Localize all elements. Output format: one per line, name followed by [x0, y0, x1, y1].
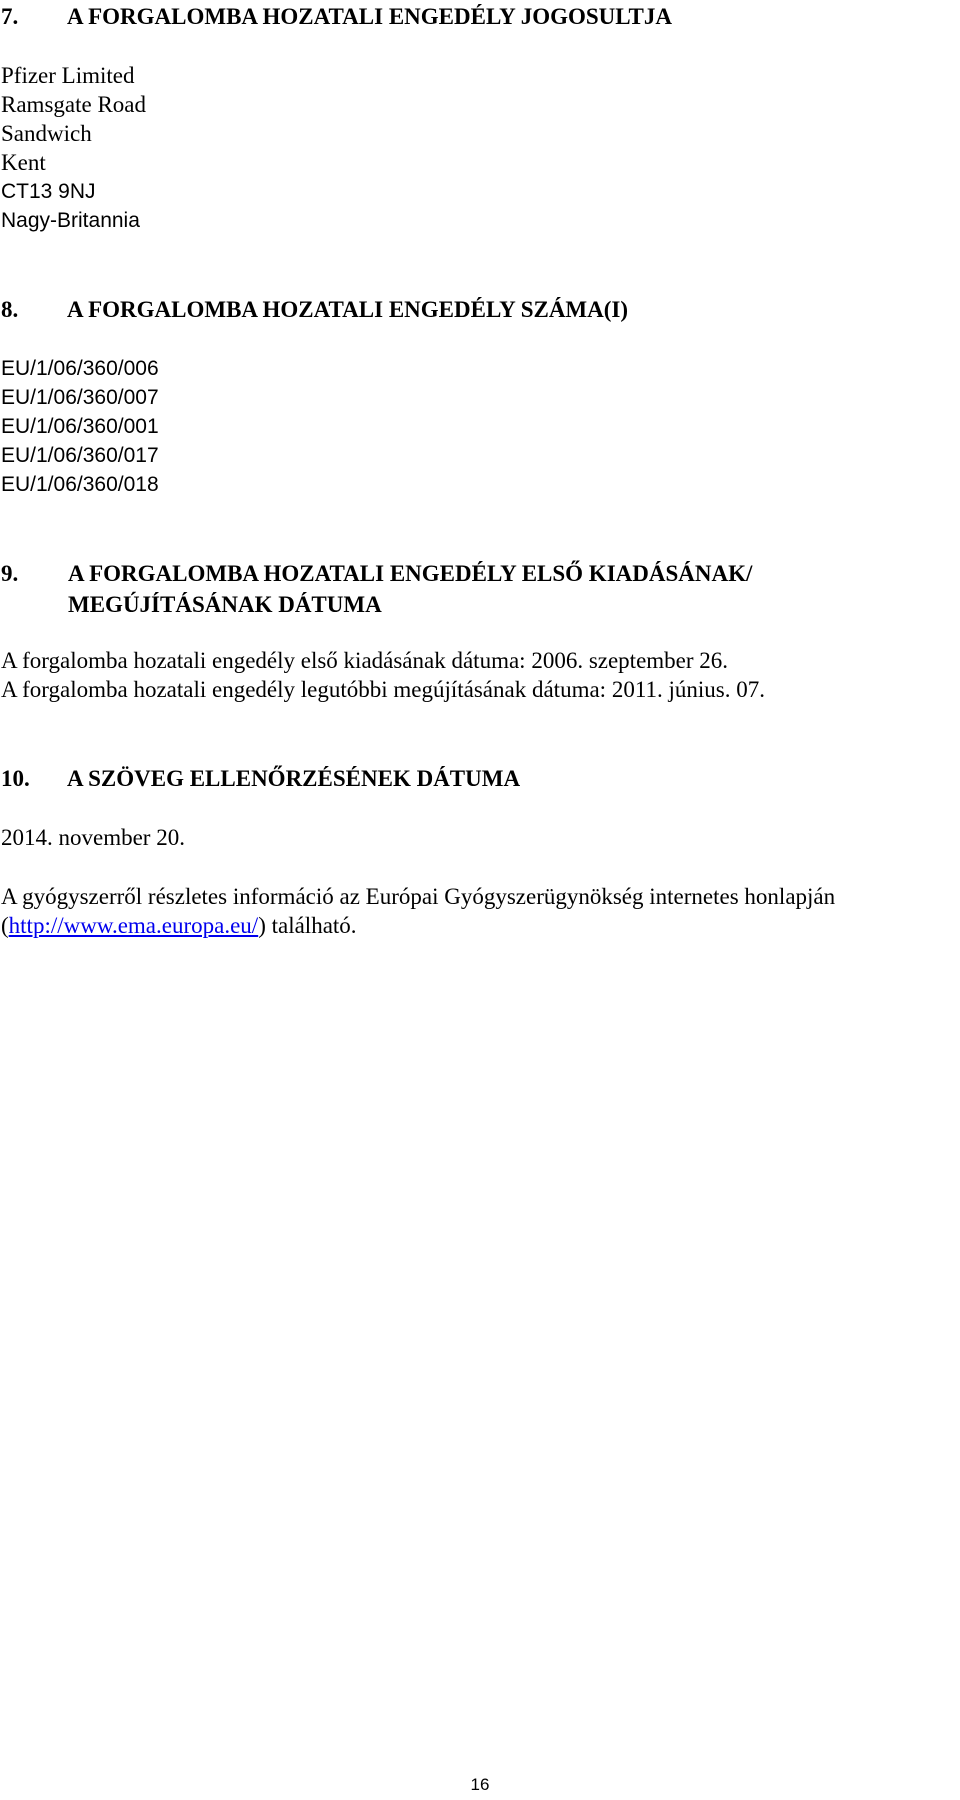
- section-10-heading: [1, 764, 520, 793]
- section-8-heading: [1, 295, 628, 324]
- info-text-tail: ) található.: [258, 913, 357, 938]
- address-line: Pfizer Limited: [1, 63, 135, 88]
- info-text-line-2: [1, 911, 357, 940]
- first-issue-date: A forgalomba hozatali engedély első kiadásának dátuma: 2006. szeptember 26.: [1, 648, 729, 673]
- section-number: 10.: [1, 766, 30, 791]
- section-title: A FORGALOMBA HOZATALI ENGEDÉLY SZÁMA(I): [67, 297, 629, 322]
- section-7-heading: [1, 2, 672, 31]
- authorisation-number: EU/1/06/360/006: [1, 357, 159, 380]
- section-number: 8.: [1, 297, 19, 322]
- address-line: Nagy-Britannia: [1, 209, 140, 232]
- section-number: 7.: [1, 4, 19, 29]
- address-line: Ramsgate Road: [1, 92, 146, 117]
- open-paren: (: [1, 913, 9, 938]
- address-line: Kent: [1, 150, 46, 175]
- section-9-heading: [1, 558, 752, 620]
- authorisation-number: EU/1/06/360/017: [1, 444, 159, 467]
- info-text-line-1: A gyógyszerről részletes információ az Európai Gyógyszerügynökség internetes honlapján: [1, 884, 836, 909]
- revision-date: 2014. november 20.: [1, 825, 185, 850]
- last-renewal-date: A forgalomba hozatali engedély legutóbbi megújításának dátuma: 2011. június. 07.: [1, 677, 765, 702]
- section-title-line-2: MEGÚJÍTÁSÁNAK DÁTUMA: [68, 592, 382, 617]
- authorisation-number: EU/1/06/360/018: [1, 473, 159, 496]
- page-number: 16: [470, 1775, 490, 1794]
- section-number: 9.: [1, 561, 19, 586]
- authorisation-number: EU/1/06/360/007: [1, 386, 159, 409]
- address-line: Sandwich: [1, 121, 92, 146]
- ema-website-link[interactable]: http://www.ema.europa.eu/: [8, 913, 259, 938]
- section-title-line-1: A FORGALOMBA HOZATALI ENGEDÉLY ELSŐ KIADÁSÁNAK/: [68, 561, 753, 586]
- section-title: A FORGALOMBA HOZATALI ENGEDÉLY JOGOSULTJA: [67, 4, 672, 29]
- address-line: CT13 9NJ: [1, 180, 96, 203]
- section-title: A SZÖVEG ELLENŐRZÉSÉNEK DÁTUMA: [67, 766, 521, 791]
- authorisation-number: EU/1/06/360/001: [1, 415, 159, 438]
